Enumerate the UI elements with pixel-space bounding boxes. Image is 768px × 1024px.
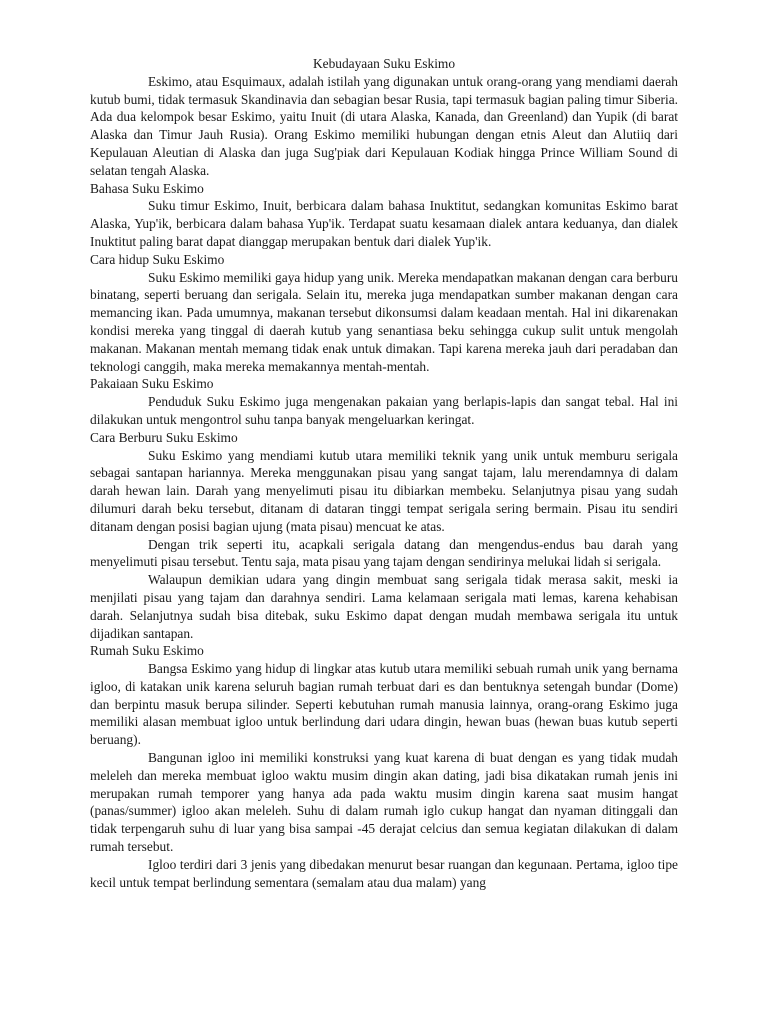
document-page	[90, 55, 678, 891]
paragraph-cara-berburu-1: Suku Eskimo yang mendiami kutub utara memiliki teknik yang unik untuk memburu serigala sebagai santapan hariannya. Mereka menggunakan pisau yang sangat tajam, lalu merendamnya di dalam darah hewan lain. Darah yang menyelimuti pisau itu dibiarkan membeku. Selanjutnya pisau yang sudah dilumuri darah beku tersebut, ditanam di dataran tinggi tempat serigala sering bermain. Pisau itu sendiri ditanam dengan posisi bagian ujung (mata pisau) mencuat ke atas.	[90, 447, 678, 534]
document-title: Kebudayaan Suku Eskimo	[312, 56, 456, 71]
intro-paragraph: Eskimo, atau Esquimaux, adalah istilah yang digunakan untuk orang-orang yang mendiami daerah kutub bumi, tidak termasuk Skandinavia dan sebagian besar Rusia, tapi termasuk bagian paling timur Siberia. Ada dua kelompok besar Eskimo, yaitu Inuit (di utara Alaska, Kanada, dan Greenland) dan Yupik (di barat Alaska dan Timur Jauh Rusia). Orang Eskimo memiliki hubungan dengan etnis Aleut dan Alutiiq dari Kepulauan Aleutian di Alaska dan juga Sug'piak dari Kepulauan Kodiak hingga Prince William Sound di selatan tengah Alaska.	[90, 73, 678, 178]
paragraph-pakaian-1: Penduduk Suku Eskimo juga mengenakan pakaian yang berlapis-lapis dan sangat tebal. Hal ini dilakukan untuk mengontrol suhu tanpa banyak mengeluarkan keringat.	[90, 394, 678, 427]
paragraph-cara-berburu-2: Dengan trik seperti itu, acapkali serigala datang dan mengendus-endus bau darah yang menyelimuti pisau tersebut. Tentu saja, mata pisau yang tajam dengan sendirinya melukai lidah si serigala.	[90, 536, 678, 570]
section-heading-bahasa: Bahasa Suku Eskimo	[90, 180, 204, 196]
section-heading-rumah: Rumah Suku Eskimo	[90, 643, 204, 659]
paragraph-bahasa-1: Suku timur Eskimo, Inuit, berbicara dalam bahasa Inuktitut, sedangkan komunitas Eskimo barat Alaska, Yup'ik, berbicara dalam bahasa Yup'ik. Terdapat suatu kesamaan dialek antara keduanya, dan dialek Inuktitut paling barat dapat dianggap merupakan bentuk dari dialek Yup'ik.	[90, 198, 678, 249]
section-heading-pakaian: Pakaiaan Suku Eskimo	[90, 376, 214, 392]
paragraph-rumah-1: Bangsa Eskimo yang hidup di lingkar atas kutub utara memiliki sebuah rumah unik yang bernama igloo, di katakan unik karena seluruh bagian rumah terbuat dari es dan bentuknya setengah bundar (Dome) dan berpintu masuk berupa silinder. Seperti kebutuhan rumah manusia lainnya, orang-orang Eskimo juga memiliki alasan membuat igloo untuk berlindung dari udara dingin, hewan buas (hewan buas kutub seperti beruang).	[90, 661, 678, 748]
section-heading-cara-berburu: Cara Berburu Suku Eskimo	[90, 429, 238, 445]
section-heading-cara-hidup: Cara hidup Suku Eskimo	[90, 251, 225, 267]
paragraph-rumah-3: Igloo terdiri dari 3 jenis yang dibedakan menurut besar ruangan dan kegunaan. Pertama, igloo tipe kecil untuk tempat berlindung sementara (semalam atau dua malam) yang	[90, 856, 678, 890]
paragraph-rumah-2: Bangunan igloo ini memiliki konstruksi yang kuat karena di buat dengan es yang tidak mudah meleleh dan mereka membuat igloo waktu musim dingin akan dating, jadi bisa dikatakan rumah jenis ini merupakan rumah temporer yang hanya ada pada waktu musim dingin karena saat musim hangat (panas/summer) igloo akan meleleh. Suhu di dalam rumah iglo cukup hangat dan nyaman ditinggali dan tidak terpengaruh suhu di luar yang bisa sampai -45 derajat celcius dan semua kegiatan dilakukan di dalam rumah tersebut.	[90, 750, 678, 855]
paragraph-cara-hidup-1: Suku Eskimo memiliki gaya hidup yang unik. Mereka mendapatkan makanan dengan cara berburu binatang, seperti beruang dan serigala. Selain itu, mereka juga mendapatkan sumber makanan dengan cara memancing ikan. Pada umumnya, makanan tersebut dikonsumsi dalam keadaan mentah. Hal ini dikarenakan kondisi mereka yang tinggal di daerah kutub yang senantiasa beku sehingga cukup sulit untuk mengolah makanan. Makanan mentah memang tidak enak untuk dimakan. Tapi karena mereka jauh dari peradaban dan teknologi canggih, maka mereka memakannya mentah-mentah.	[90, 269, 678, 374]
paragraph-cara-berburu-3: Walaupun demikian udara yang dingin membuat sang serigala tidak merasa sakit, meski ia menjilati pisau yang tajam dan darahnya sendiri. Lama kelamaan serigala mati lemas, karena kehabisan darah. Selanjutnya sudah bisa ditebak, suku Eskimo dapat dengan mudah membawa serigala itu untuk dijadikan santapan.	[90, 572, 678, 641]
